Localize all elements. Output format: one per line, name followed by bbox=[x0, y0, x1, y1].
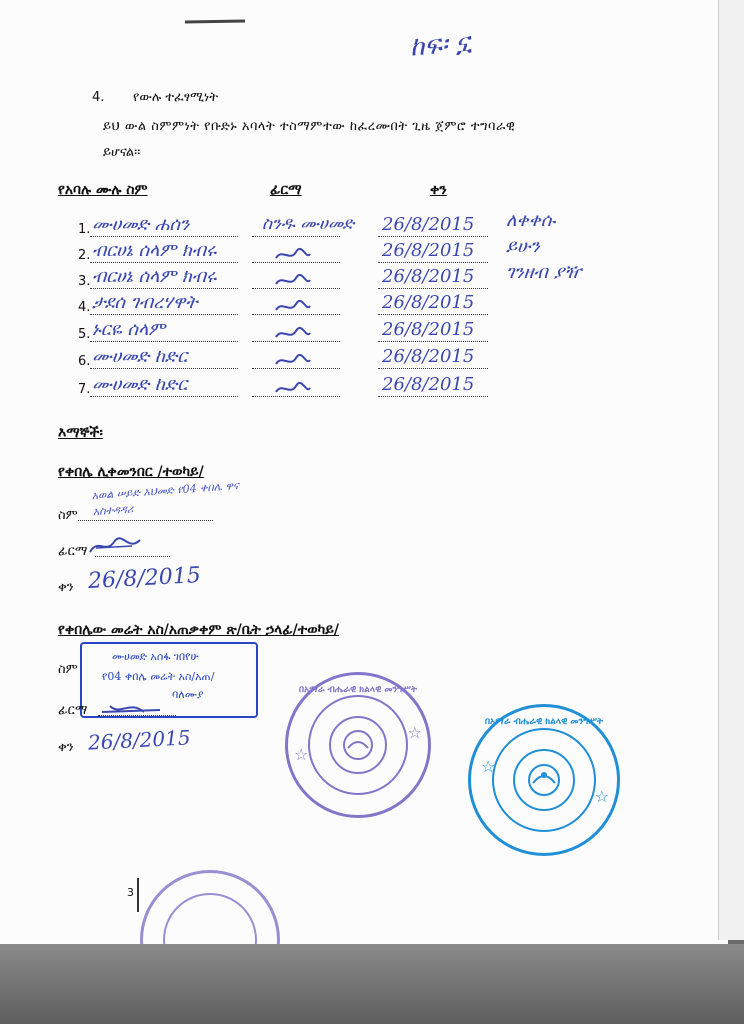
name-line bbox=[90, 262, 238, 263]
body-line-2: ይሆናል፡፡ bbox=[103, 145, 141, 160]
member-date: 26/8/2015 bbox=[382, 214, 475, 235]
page-number-bracket bbox=[137, 878, 142, 912]
member-number: 6. bbox=[78, 354, 91, 369]
header-name: የአባሉ ሙሉ ስም bbox=[58, 182, 148, 198]
receiver-signature-label: ፊርማ bbox=[58, 544, 88, 559]
name-line bbox=[90, 341, 238, 342]
member-note: ለቀቀሱ bbox=[506, 210, 556, 231]
member-date: 26/8/2015 bbox=[382, 346, 475, 367]
date-line bbox=[378, 236, 488, 237]
blue-seal bbox=[468, 704, 620, 856]
member-name: ሙሀመድ ሐሰን bbox=[92, 214, 190, 235]
member-name: ኑርዬ ሰላም bbox=[92, 319, 166, 340]
seal-emblem-icon bbox=[341, 728, 375, 762]
member-signature bbox=[272, 272, 312, 290]
member-date: 26/8/2015 bbox=[382, 266, 475, 287]
office-signature bbox=[100, 700, 164, 718]
member-date: 26/8/2015 bbox=[382, 374, 475, 395]
member-number: 2. bbox=[78, 248, 91, 263]
member-name: ሙሀመድ ከድር bbox=[92, 374, 188, 395]
member-date: 26/8/2015 bbox=[382, 240, 475, 261]
member-date: 26/8/2015 bbox=[382, 319, 475, 340]
member-number: 3. bbox=[78, 274, 91, 289]
page-edge bbox=[718, 0, 744, 940]
office-signature-label: ፊርማ bbox=[58, 703, 88, 718]
scan-background bbox=[0, 944, 744, 1024]
header-date: ቀን bbox=[430, 182, 447, 198]
staple-mark bbox=[185, 19, 245, 23]
member-note: ገንዘብ ያዥ bbox=[506, 262, 582, 283]
member-number: 5. bbox=[78, 327, 91, 342]
rect-stamp-line-2: የ04 ቀበሌ መሬት አስ/አጠ/ bbox=[102, 670, 215, 683]
member-number: 1. bbox=[78, 222, 91, 237]
member-date: 26/8/2015 bbox=[382, 292, 475, 313]
receiver-name-line bbox=[78, 520, 213, 521]
witnesses-title: እማኞች፡ bbox=[58, 425, 103, 441]
name-line bbox=[90, 236, 238, 237]
signature-line bbox=[252, 236, 340, 237]
member-signature: ስንዱ ሙሀመድ bbox=[262, 214, 355, 234]
member-note: ይሁን bbox=[506, 236, 540, 257]
receiver-date-label: ቀን bbox=[58, 580, 74, 595]
page-number: 3 bbox=[127, 886, 134, 899]
rect-stamp-line-1: ሙሀመድ አሰፋ ገበየሁ bbox=[112, 650, 199, 663]
name-line bbox=[90, 288, 238, 289]
date-line bbox=[378, 262, 488, 263]
name-line bbox=[90, 368, 238, 369]
receiver-name-label: ስም bbox=[58, 508, 78, 523]
section-number: 4. bbox=[92, 90, 105, 105]
date-line bbox=[378, 314, 488, 315]
purple-seal bbox=[285, 672, 431, 818]
section-title: የውሉ ተፈፃሚነት bbox=[133, 90, 218, 105]
member-name: ሙሀመድ ከድር bbox=[92, 346, 188, 367]
seal-emblem-icon bbox=[525, 761, 563, 799]
star-icon: ☆ bbox=[481, 757, 496, 776]
member-signature bbox=[272, 380, 312, 398]
office-date: 26/8/2015 bbox=[87, 725, 192, 755]
member-number: 7. bbox=[78, 382, 91, 397]
receiver-date: 26/8/2015 bbox=[87, 563, 202, 594]
receiver-signature bbox=[88, 536, 144, 558]
receiver-stamp-text: አወል ሠይድ አህመድ የ04 ቀበሌ ዋና አስተዳዳሪ bbox=[91, 479, 240, 519]
member-name: ብርሀኔ ሰላም ክብሩ bbox=[92, 266, 217, 287]
page-mark: ከፍ፡ ኗ bbox=[408, 27, 473, 63]
member-signature bbox=[272, 298, 312, 316]
star-icon: ☆ bbox=[407, 723, 422, 742]
name-line bbox=[90, 396, 238, 397]
member-name: ታደሰ ገብረሃዋት bbox=[92, 292, 198, 313]
star-icon: ☆ bbox=[594, 787, 609, 806]
rect-stamp-line-3: ባለሙያ bbox=[172, 688, 204, 701]
purple-seal-text: በአማራ ብሔራዊ ክልላዊ መንግሥት bbox=[298, 685, 418, 695]
date-line bbox=[378, 368, 488, 369]
member-signature bbox=[272, 325, 312, 343]
date-line bbox=[378, 288, 488, 289]
star-icon: ☆ bbox=[294, 745, 309, 764]
member-number: 4. bbox=[78, 300, 91, 315]
date-line bbox=[378, 396, 488, 397]
member-signature bbox=[272, 246, 312, 264]
member-name: ብርሀኔ ሰላም ክብሩ bbox=[92, 240, 217, 261]
date-line bbox=[378, 341, 488, 342]
office-title: የቀበሌው መሬት አስ/አጠቃቀም ጽ/ቤት ኃላፊ/ተወካይ/ bbox=[58, 622, 339, 638]
receiver-title: የቀበሌ ሊቀመንበር /ተወካይ/ bbox=[58, 464, 204, 480]
member-signature bbox=[272, 352, 312, 370]
header-signature: ፊርማ bbox=[270, 182, 302, 198]
office-name-label: ስም bbox=[58, 662, 78, 677]
body-line-1: ይህ ውል ስምምነት የቡድኑ አባላት ተስማምተው ከፈረሙበት ጊዜ ጀምሮ ተግባራዊ bbox=[103, 119, 516, 134]
blue-seal-text: በአማራ ብሔራዊ ክልላዊ መንግሥት bbox=[484, 717, 604, 727]
office-date-label: ቀን bbox=[58, 740, 74, 755]
name-line bbox=[90, 314, 238, 315]
